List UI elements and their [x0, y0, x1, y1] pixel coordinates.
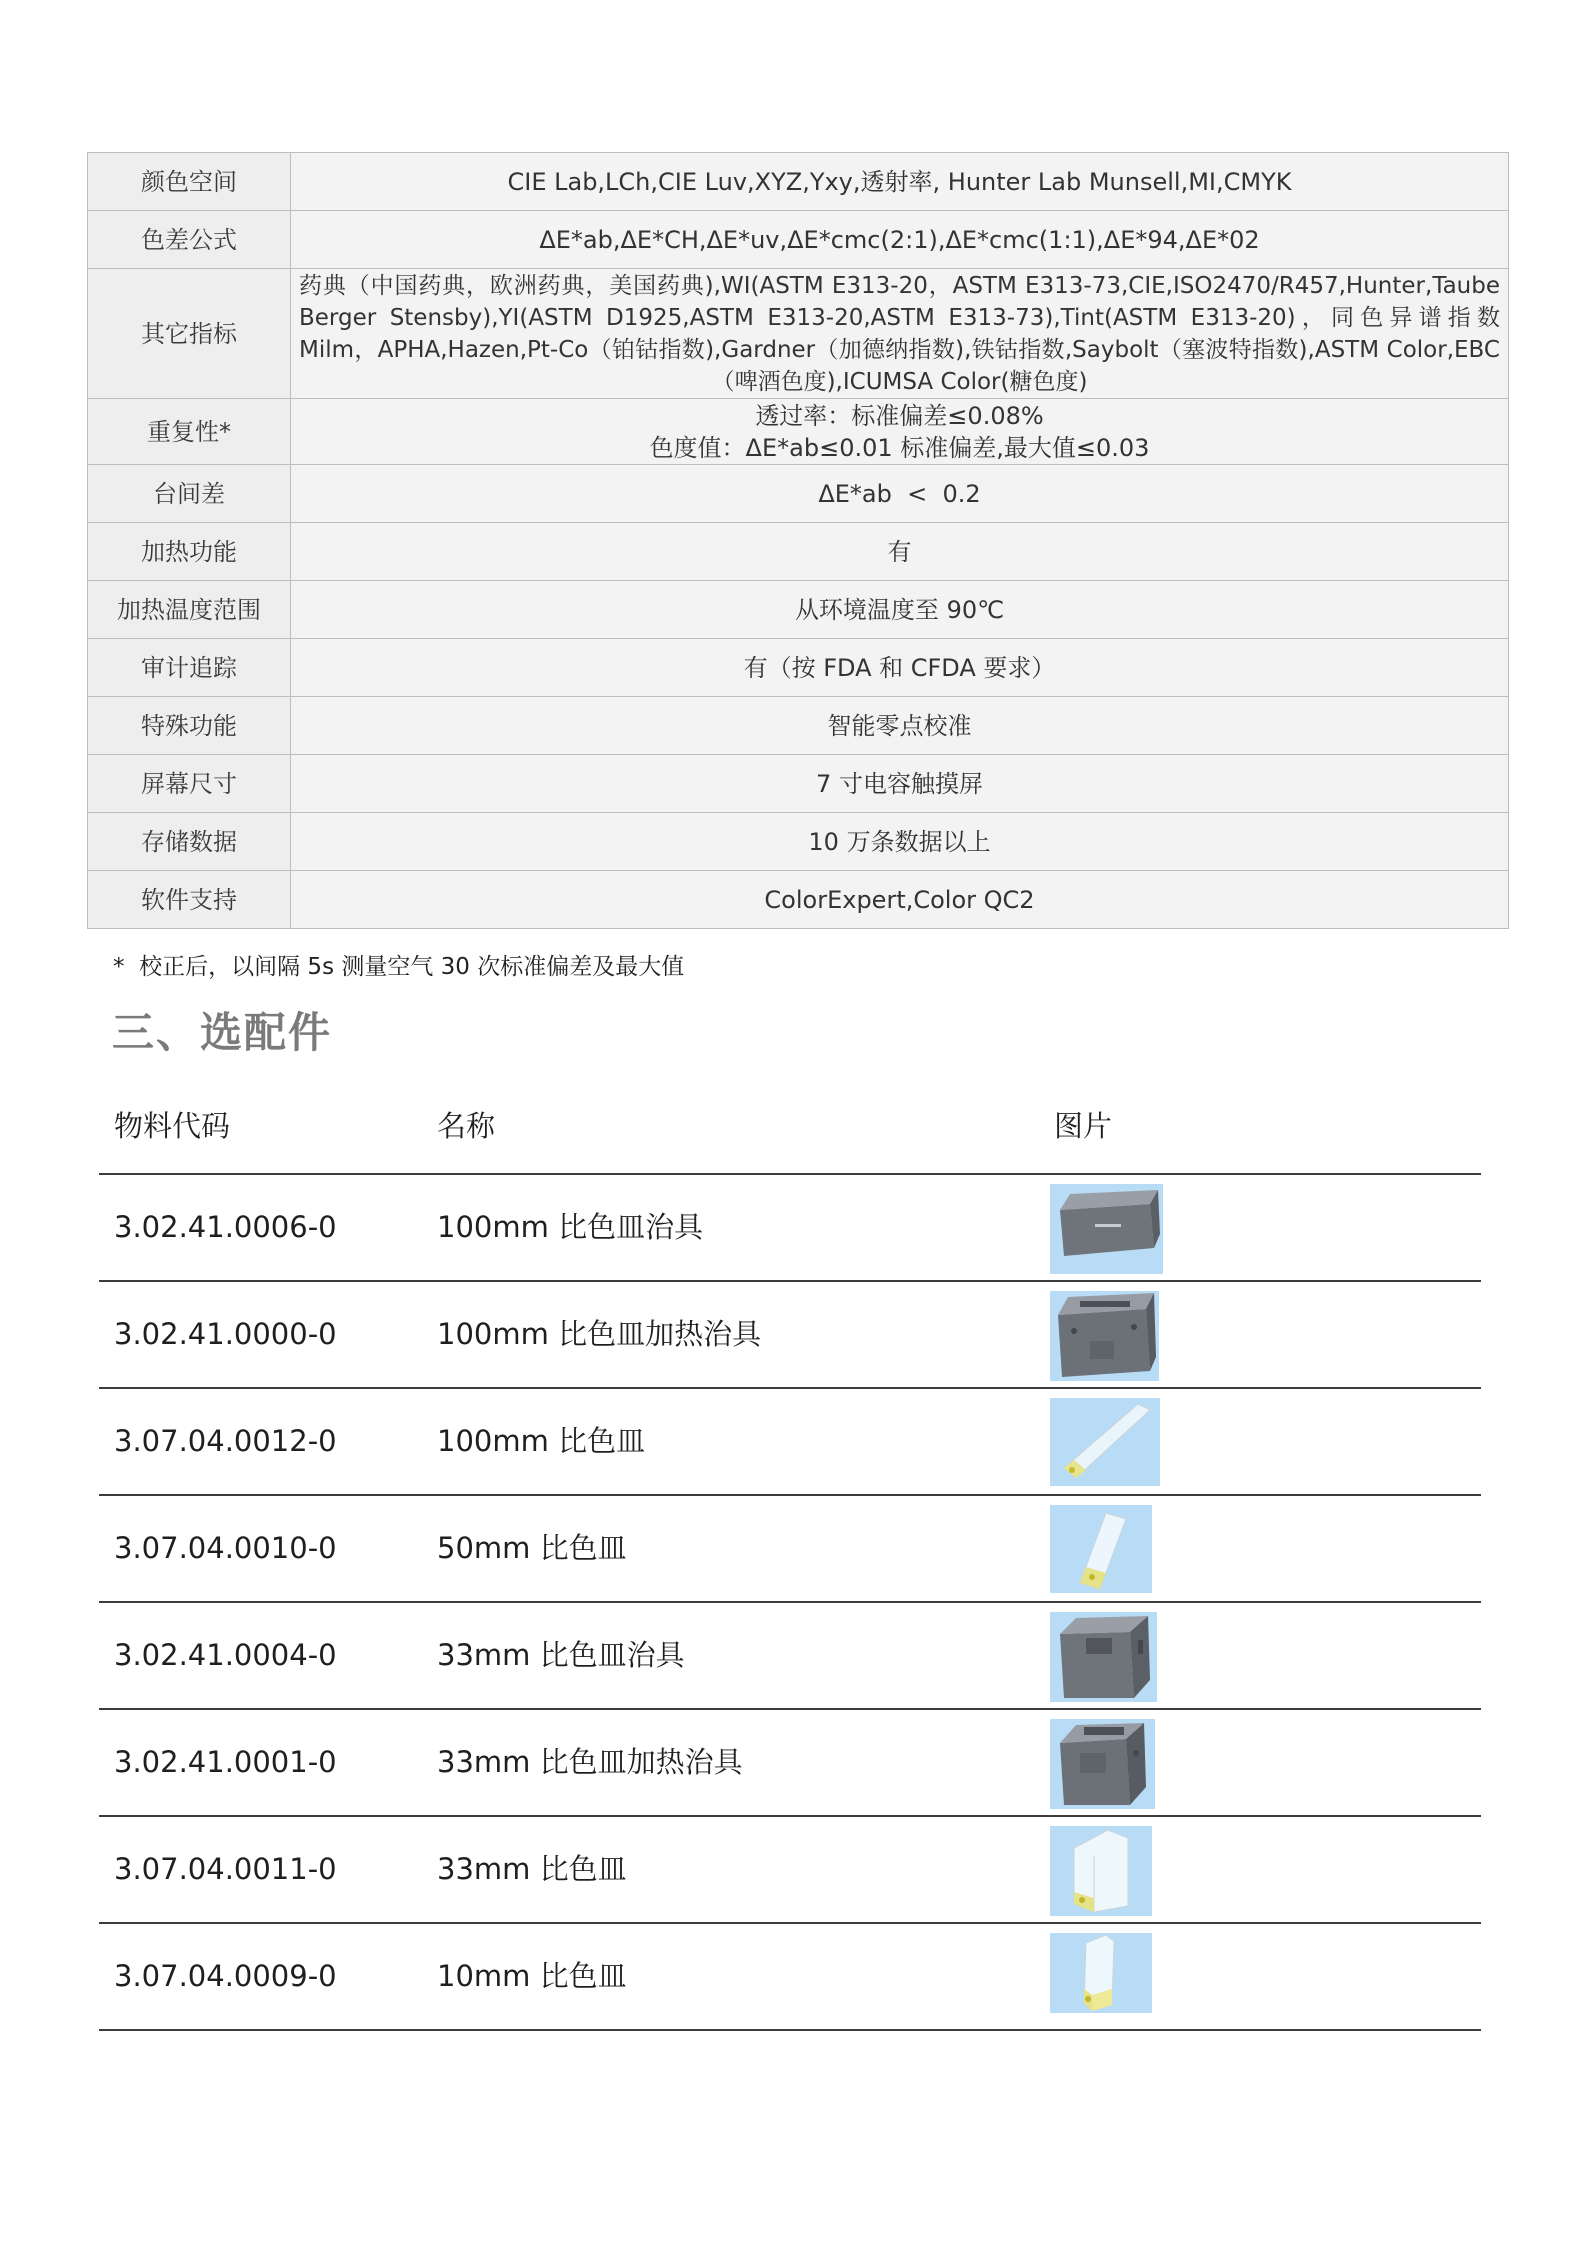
- header-name: 名称: [437, 1109, 496, 1143]
- spec-value-line: 透过率：标准偏差≤0.08%: [755, 401, 1044, 430]
- accessory-name: 50mm 比色皿: [437, 1531, 627, 1565]
- accessory-code: 3.07.04.0010-0: [114, 1531, 337, 1565]
- cuvette-icon: [1050, 1505, 1152, 1593]
- spec-value-line: 色度值：ΔE*ab≤0.01 标准偏差,最大值≤0.03: [649, 433, 1150, 462]
- accessory-code: 3.07.04.0012-0: [114, 1424, 337, 1458]
- accessory-row: [99, 1281, 1481, 1387]
- spec-row-inter-instrument: [88, 465, 1509, 523]
- accessory-name: 10mm 比色皿: [437, 1959, 627, 1993]
- spec-label: 屏幕尺寸: [88, 755, 291, 813]
- spec-label: 颜色空间: [88, 153, 291, 211]
- spec-value: 10 万条数据以上: [291, 813, 1509, 871]
- accessory-code: 3.02.41.0006-0: [114, 1210, 337, 1244]
- accessory-name: 33mm 比色皿加热治具: [437, 1745, 743, 1779]
- accessory-row: [99, 1174, 1481, 1280]
- cuvette-icon: [1050, 1398, 1160, 1486]
- cuvette-icon: [1050, 1933, 1152, 2013]
- accessory-row: [99, 1388, 1481, 1494]
- fixture-icon: [1050, 1612, 1157, 1702]
- section-title: 三、选配件: [112, 1008, 333, 1057]
- spec-row-heating-range: [88, 581, 1509, 639]
- accessory-code: 3.07.04.0009-0: [114, 1959, 337, 1993]
- spec-label: 台间差: [88, 465, 291, 523]
- divider: [99, 2029, 1481, 2031]
- accessory-row: [99, 1709, 1481, 1815]
- header-image: 图片: [1054, 1109, 1113, 1143]
- spec-row-other-indices: [88, 269, 1509, 399]
- accessory-name: 100mm 比色皿治具: [437, 1210, 704, 1244]
- spec-label: 加热温度范围: [88, 581, 291, 639]
- accessory-name: 100mm 比色皿加热治具: [437, 1317, 762, 1351]
- heated-fixture-icon: [1050, 1719, 1155, 1809]
- spec-label: 其它指标: [88, 269, 291, 399]
- cuvette-icon: [1050, 1826, 1152, 1916]
- spec-value: ColorExpert,Color QC2: [291, 871, 1509, 929]
- spec-row-color-difference: [88, 211, 1509, 269]
- spec-row-audit-trail: [88, 639, 1509, 697]
- spec-row-repeatability: [88, 399, 1509, 465]
- spec-row-special-function: [88, 697, 1509, 755]
- spec-label: 加热功能: [88, 523, 291, 581]
- spec-value: 从环境温度至 90℃: [291, 581, 1509, 639]
- spec-table: [87, 152, 1509, 929]
- spec-value: 有（按 FDA 和 CFDA 要求）: [291, 639, 1509, 697]
- header-code: 物料代码: [114, 1109, 231, 1143]
- spec-row-color-space: [88, 153, 1509, 211]
- accessory-row: [99, 1602, 1481, 1708]
- accessory-name: 100mm 比色皿: [437, 1424, 646, 1458]
- accessory-code: 3.02.41.0000-0: [114, 1317, 337, 1351]
- spec-value: 有: [291, 523, 1509, 581]
- footnote: * 校正后，以间隔 5s 测量空气 30 次标准偏差及最大值: [113, 954, 685, 980]
- spec-label: 审计追踪: [88, 639, 291, 697]
- spec-value: 智能零点校准: [291, 697, 1509, 755]
- heated-fixture-icon: [1050, 1291, 1159, 1381]
- accessories-header: [99, 1104, 1481, 1174]
- spec-value: ΔE*ab,ΔE*CH,ΔE*uv,ΔE*cmc(2:1),ΔE*cmc(1:1),ΔE*94,ΔE*02: [291, 211, 1509, 269]
- spec-row-storage: [88, 813, 1509, 871]
- fixture-icon: [1050, 1184, 1163, 1274]
- accessory-code: 3.07.04.0011-0: [114, 1852, 337, 1886]
- accessory-name: 33mm 比色皿: [437, 1852, 627, 1886]
- spec-value: [291, 399, 1509, 465]
- spec-value: 药典（中国药典，欧洲药典，美国药典),WI(ASTM E313-20，ASTM E313-73,CIE,ISO2470/R457,Hunter,Taube Berger Stensby),YI(ASTM D1925,ASTM E313-20,ASTM E313-73),Tint(ASTM E313-20)，同色异谱指数 Milm，APHA,Hazen,Pt-Co（铂钴指数),Gardner（加德纳指数),铁钴指数,Saybolt（塞波特指数),ASTM Color,EBC（啤酒色度),ICUMSA Color(糖色度): [291, 269, 1509, 399]
- spec-row-software: [88, 871, 1509, 929]
- spec-label: 特殊功能: [88, 697, 291, 755]
- spec-value: CIE Lab,LCh,CIE Luv,XYZ,Yxy,透射率, Hunter Lab Munsell,MI,CMYK: [291, 153, 1509, 211]
- accessory-row: [99, 1816, 1481, 1922]
- spec-label: 重复性*: [88, 399, 291, 465]
- accessory-row: [99, 1495, 1481, 1601]
- spec-value: 7 寸电容触摸屏: [291, 755, 1509, 813]
- spec-label: 色差公式: [88, 211, 291, 269]
- spec-label: 软件支持: [88, 871, 291, 929]
- spec-row-screen-size: [88, 755, 1509, 813]
- spec-label: 存储数据: [88, 813, 291, 871]
- accessory-code: 3.02.41.0004-0: [114, 1638, 337, 1672]
- accessory-row: [99, 1923, 1481, 2029]
- spec-value: ΔE*ab < 0.2: [291, 465, 1509, 523]
- accessory-name: 33mm 比色皿治具: [437, 1638, 685, 1672]
- accessory-code: 3.02.41.0001-0: [114, 1745, 337, 1779]
- spec-row-heating: [88, 523, 1509, 581]
